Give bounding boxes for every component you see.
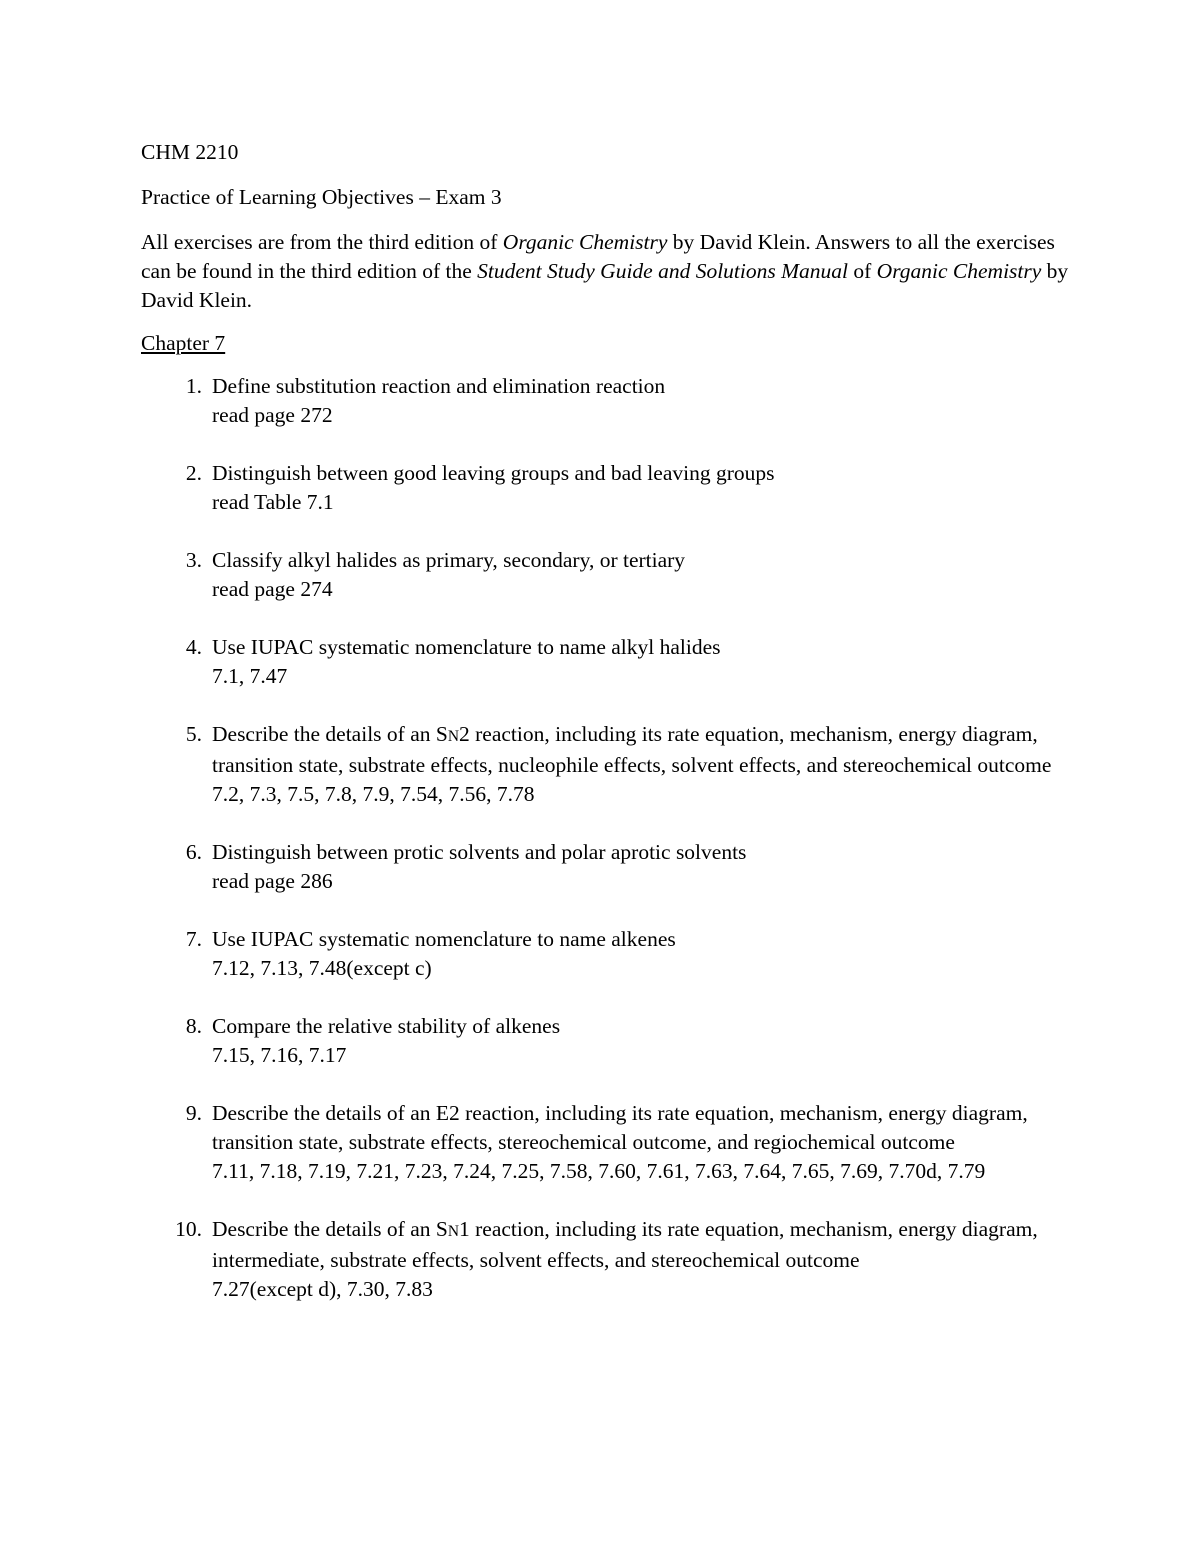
objective-text-end: 2 reaction, including its rate equation, mechanism, energy diagram, transition state, substrate effects, nucleophile effects, solvent effects, and stereochemical outcome [212,722,1052,777]
objective-text: Distinguish between good leaving groups and bad leaving groups [212,461,775,485]
course-code: CHM 2210 [141,140,239,164]
document-page [141,138,1081,1333]
item-number: 7. [185,927,202,951]
objective-text: Use IUPAC systematic nomenclature to name alkenes [212,927,676,951]
intro-text-2: by David Klein. Answers to all the exercises can be found in the third edition of the [141,230,1055,283]
item-number: 4. [185,635,202,659]
item-number: 2. [185,461,202,485]
objective-text-start: Describe the details of an S [212,1217,448,1241]
list-item [141,1215,1081,1304]
item-number: 10. [175,1217,202,1241]
objective-text: Define substitution reaction and elimination reaction [212,374,666,398]
objective-text: Distinguish between protic solvents and polar aprotic solvents [212,840,747,864]
list-item [141,1099,1081,1186]
intro-paragraph [141,228,1081,315]
objective-reference: 7.11, 7.18, 7.19, 7.21, 7.23, 7.24, 7.25, 7.58, 7.60, 7.61, 7.63, 7.64, 7.65, 7.69, 7.70d, 7.79 [212,1159,986,1183]
objective-text: Classify alkyl halides as primary, secondary, or tertiary [212,548,686,572]
list-item [141,546,1081,604]
objective-text [212,722,1051,777]
objective-reference: read page 286 [212,869,333,893]
objective-reference: 7.1, 7.47 [212,664,288,688]
objective-text-end: 1 reaction, including its rate equation, mechanism, energy diagram, intermediate, substrate effects, solvent effects, and stereochemical outcome [212,1217,1038,1272]
list-item [141,372,1081,430]
objective-text [212,1217,1038,1272]
intro-text-3: of [848,259,877,283]
item-number: 9. [185,1101,202,1125]
objective-reference: read page 274 [212,577,333,601]
book-title-organic-chemistry-2: Organic Chemistry [876,259,1042,283]
book-title-study-guide: Student Study Guide and Solutions Manual [477,259,848,283]
book-title-organic-chemistry: Organic Chemistry [502,230,668,254]
item-number: 6. [185,840,202,864]
objective-reference: 7.27(except d), 7.30, 7.83 [212,1277,433,1301]
item-number: 5. [185,722,202,746]
list-item [141,1012,1081,1070]
subscript-n: N [447,1223,459,1240]
list-item [141,720,1081,809]
item-number: 8. [185,1014,202,1038]
list-item [141,459,1081,517]
list-item [141,925,1081,983]
chapter-heading: Chapter 7 [141,331,226,355]
objective-reference: 7.12, 7.13, 7.48(except c) [212,956,432,980]
objective-text: Compare the relative stability of alkenes [212,1014,561,1038]
intro-text-4: by David Klein. [141,259,1069,312]
document-title: Practice of Learning Objectives – Exam 3 [141,185,502,209]
objective-reference: 7.2, 7.3, 7.5, 7.8, 7.9, 7.54, 7.56, 7.78 [212,782,535,806]
item-number: 1. [185,374,202,398]
objective-reference: 7.15, 7.16, 7.17 [212,1043,347,1067]
subscript-n: N [447,728,459,745]
objective-text: Use IUPAC systematic nomenclature to name alkyl halides [212,635,721,659]
objectives-list [141,372,1081,1304]
objective-reference: read page 272 [212,403,333,427]
list-item [141,633,1081,691]
intro-text-1: All exercises are from the third edition of [141,230,503,254]
item-number: 3. [185,548,202,572]
objective-text-start: Describe the details of an S [212,722,448,746]
list-item [141,838,1081,896]
objective-reference: read Table 7.1 [212,490,334,514]
objective-text: Describe the details of an E2 reaction, including its rate equation, mechanism, energy diagram, transition state, substrate effects, stereochemical outcome, and regiochemical outcome [212,1101,1028,1154]
